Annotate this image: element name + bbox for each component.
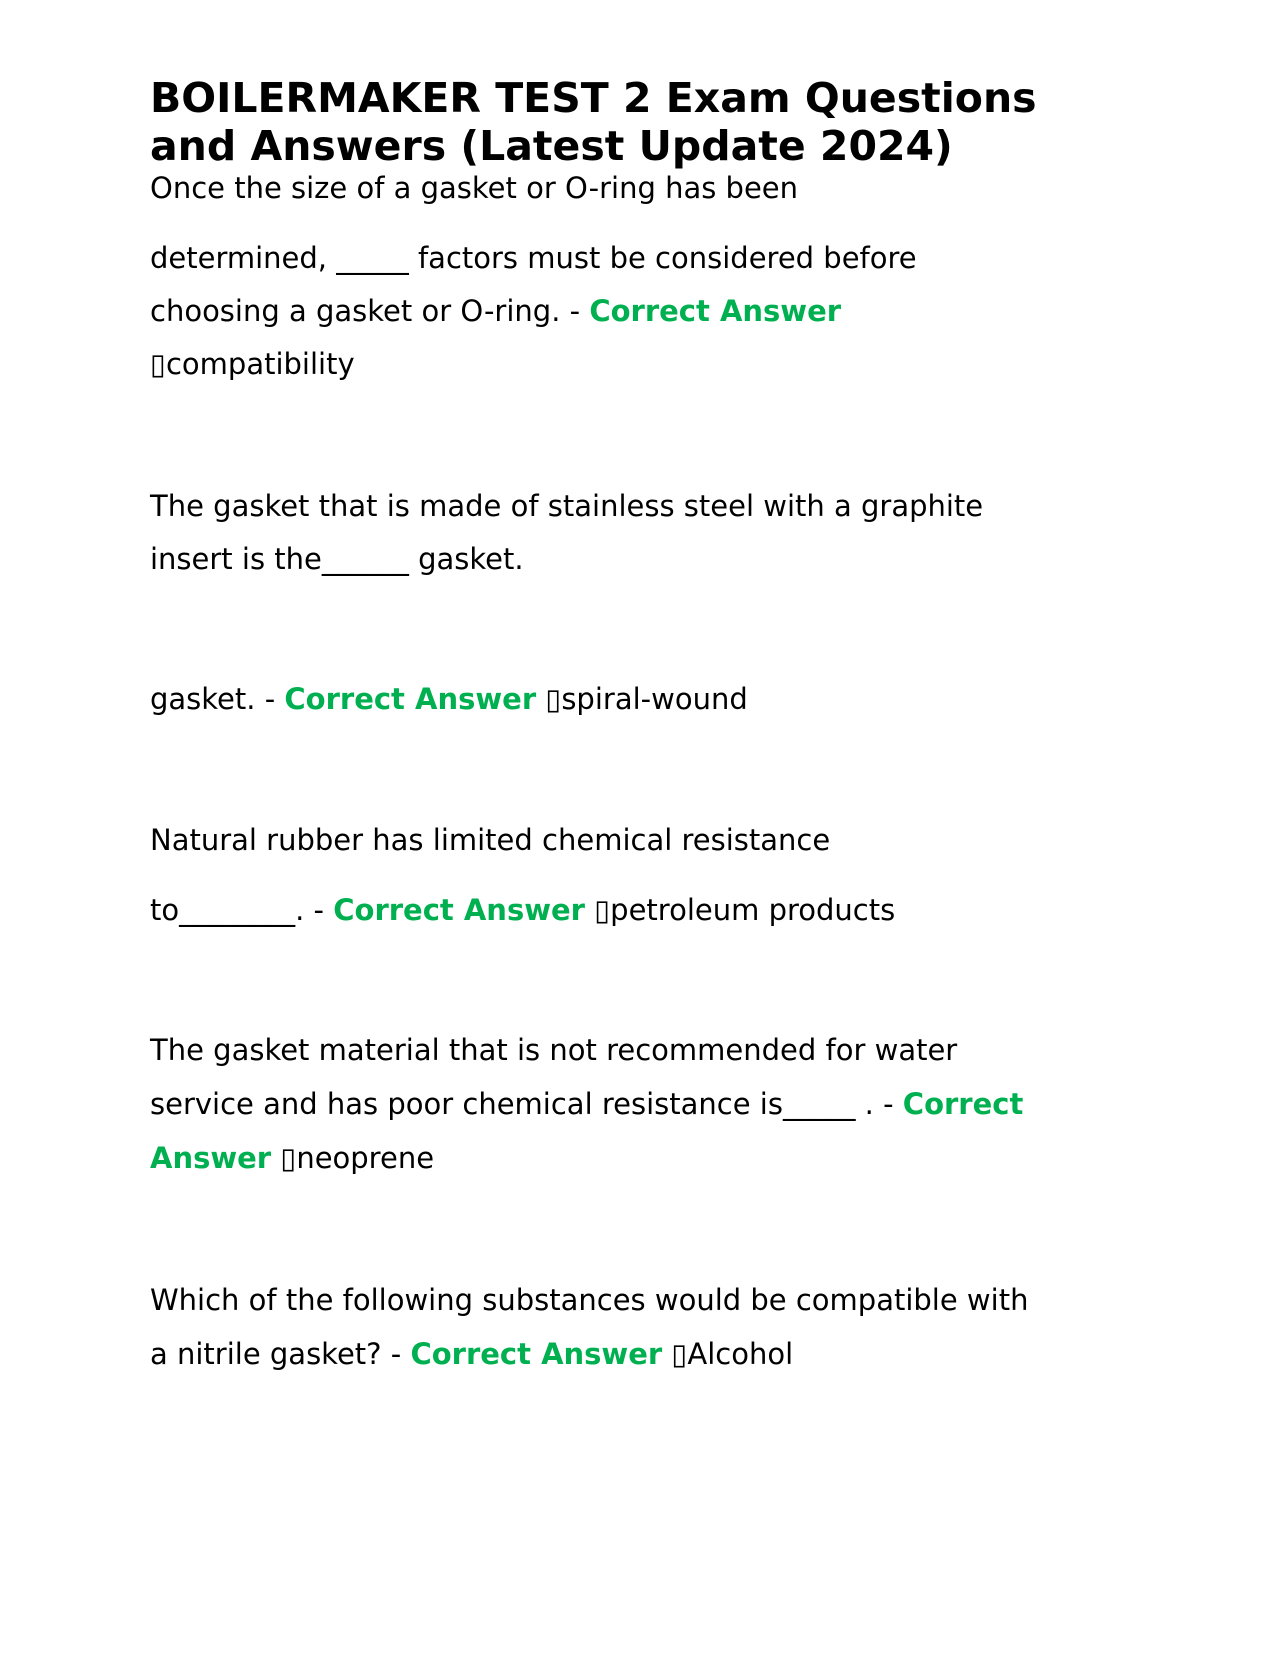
title-line-2: and Answers (Latest Update 2024): [150, 122, 953, 170]
document-title: [150, 74, 1150, 170]
missing-glyph-icon: ▯: [545, 682, 562, 716]
q2-line-1: The gasket that is made of stainless steel with a graphite: [150, 489, 984, 523]
q5-answer-label: Correct Answer: [410, 1337, 663, 1371]
q4-line-2: [150, 1086, 1023, 1122]
q4-question-end: service and has poor chemical resistance is_____ . -: [150, 1087, 903, 1121]
q5-answer: Alcohol: [687, 1337, 794, 1371]
missing-glyph-icon: ▯: [280, 1141, 297, 1175]
q1-answer-label: Correct Answer: [589, 294, 842, 328]
q3-line-2: [150, 892, 895, 928]
q2-question-end: gasket. -: [150, 682, 285, 716]
q1-answer-line: [150, 346, 355, 382]
q4-line-1: The gasket material that is not recommended for water: [150, 1033, 958, 1067]
q1-line-3: [150, 293, 841, 329]
q4-answer: neoprene: [296, 1141, 435, 1175]
q1-line-1: Once the size of a gasket or O-ring has been: [150, 171, 799, 205]
q1-answer: compatibility: [165, 347, 355, 381]
q1-line-2: determined, _____ factors must be considered before: [150, 241, 917, 275]
missing-glyph-icon: ▯: [150, 347, 166, 381]
q3-answer: petroleum products: [610, 893, 896, 927]
q5-line-2: [150, 1336, 793, 1372]
q4-answer-label-end: Answer: [150, 1141, 272, 1175]
q2-answer: spiral-wound: [561, 682, 748, 716]
q2-line-2: insert is the______ gasket.: [150, 542, 524, 576]
q2-answer-label: Correct Answer: [284, 682, 537, 716]
q3-line-1: Natural rubber has limited chemical resistance: [150, 823, 831, 857]
missing-glyph-icon: ▯: [594, 893, 611, 927]
q3-question-end: to________. -: [150, 893, 334, 927]
q1-question-end: choosing a gasket or O-ring. -: [150, 294, 590, 328]
q3-answer-label: Correct Answer: [333, 893, 585, 927]
q2-line-3: [150, 681, 748, 717]
q5-question-end: a nitrile gasket? -: [150, 1337, 411, 1371]
q4-line-3: [150, 1140, 434, 1176]
q4-answer-label-start: Correct: [902, 1087, 1024, 1121]
title-line-1: BOILERMAKER TEST 2 Exam Questions: [150, 74, 1037, 122]
q5-line-1: Which of the following substances would be compatible with: [150, 1283, 1029, 1317]
missing-glyph-icon: ▯: [671, 1337, 688, 1371]
